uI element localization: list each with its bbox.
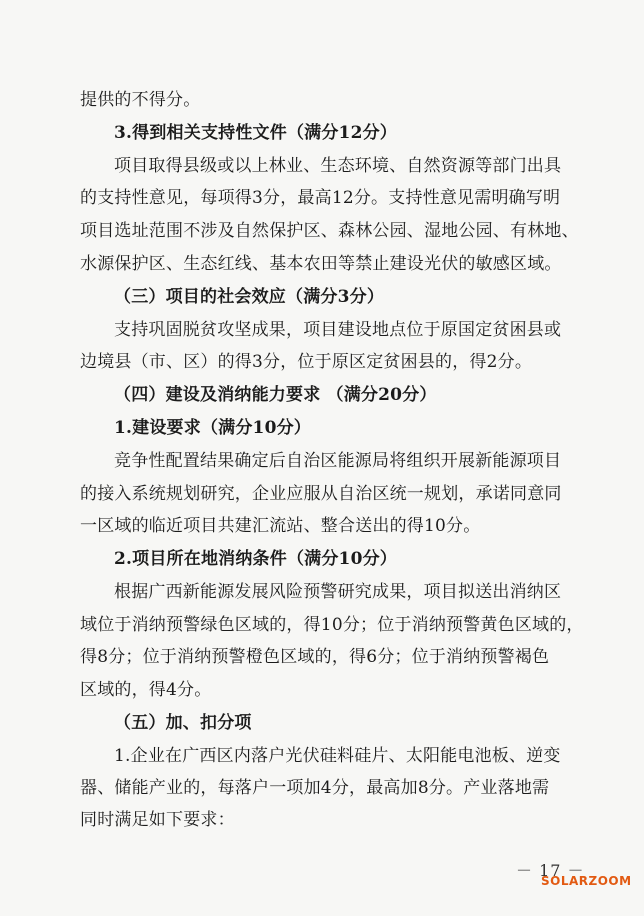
section-heading: 1.建设要求（满分10分） bbox=[114, 418, 312, 438]
text-line: 一区域的临近项目共建汇流站、整合送出的得10分。 bbox=[80, 516, 481, 536]
text-line: 同时满足如下要求： bbox=[80, 810, 235, 830]
text-line: 支持巩固脱贫攻坚成果，项目建设地点位于原国定贫困县或 bbox=[114, 320, 562, 340]
text-line: 边境县（市、区）的得3分，位于原区定贫困县的，得2分。 bbox=[80, 352, 533, 372]
text-line: 1.企业在广西区内落户光伏硅料硅片、太阳能电池板、逆变 bbox=[114, 746, 561, 766]
section-heading: （三）项目的社会效应（满分3分） bbox=[114, 287, 385, 307]
page-number: － 17 － bbox=[516, 861, 585, 880]
text-line: 提供的不得分。 bbox=[80, 90, 201, 110]
section-heading: （五）加、扣分项 bbox=[114, 713, 252, 733]
text-line: 的支持性意见，每项得3分，最高12分。支持性意见需明确写明 bbox=[80, 188, 561, 208]
section-heading: （四）建设及消纳能力要求 （满分20分） bbox=[114, 385, 437, 405]
text-line: 根据广西新能源发展风险预警研究成果，项目拟送出消纳区 bbox=[114, 582, 562, 602]
text-line: 区域的，得4分。 bbox=[80, 680, 212, 700]
section-heading: 2.项目所在地消纳条件（满分10分） bbox=[114, 549, 398, 569]
text-line: 域位于消纳预警绿色区域的，得10分；位于消纳预警黄色区域的， bbox=[80, 615, 584, 635]
text-line: 项目取得县级或以上林业、生态环境、自然资源等部门出具 bbox=[114, 156, 562, 176]
section-heading: 3.得到相关支持性文件（满分12分） bbox=[114, 123, 398, 143]
text-line: 得8分；位于消纳预警橙色区域的，得6分；位于消纳预警褐色 bbox=[80, 647, 550, 667]
text-line: 项目选址范围不涉及自然保护区、森林公园、湿地公园、有林地、 bbox=[80, 221, 579, 241]
text-line: 的接入系统规划研究，企业应服从自治区统一规划，承诺同意同 bbox=[80, 484, 562, 504]
text-line: 水源保护区、生态红线、基本农田等禁止建设光伏的敏感区域。 bbox=[80, 254, 562, 274]
watermark-logo: SOLARZOOM bbox=[541, 874, 632, 888]
text-line: 器、储能产业的，每落户一项加4分，最高加8分。产业落地需 bbox=[80, 778, 550, 798]
text-line: 竞争性配置结果确定后自治区能源局将组织开展新能源项目 bbox=[114, 451, 562, 471]
